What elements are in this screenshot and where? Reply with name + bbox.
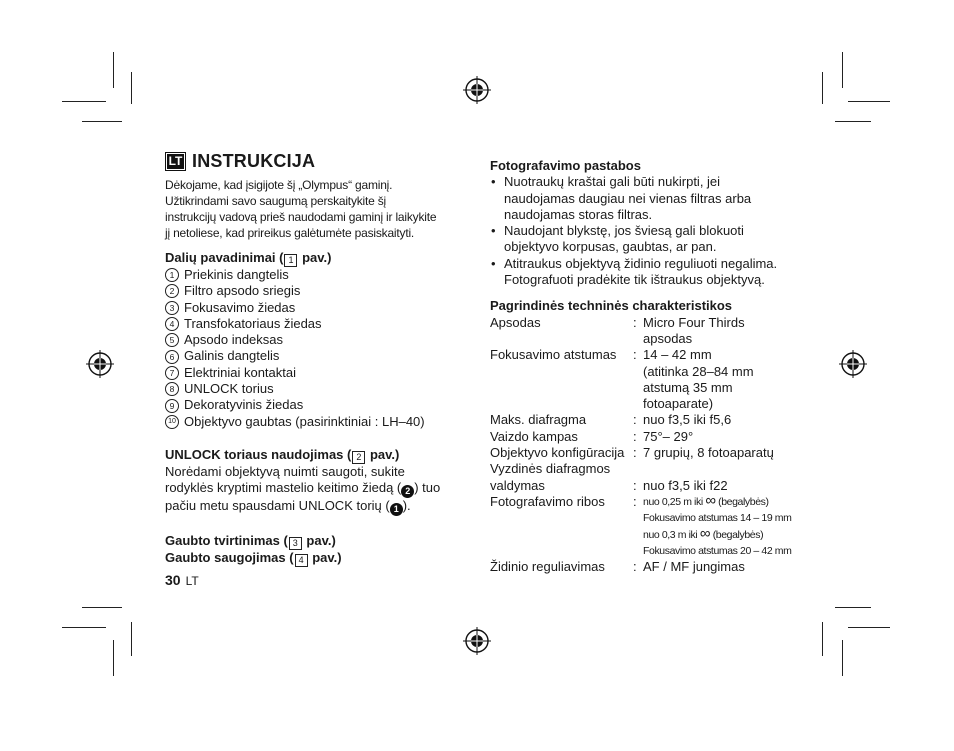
crop-mark [113, 640, 114, 676]
list-item: 1 Priekinis dangtelis [165, 267, 465, 283]
crop-mark [113, 52, 114, 88]
spec-row: Židinio reguliavimas : AF / MF jungimas [490, 559, 745, 575]
list-item: 3 Fokusavimo žiedas [165, 300, 465, 316]
spec-row: Maks. diafragma : nuo f3,5 iki f5,6 [490, 412, 732, 428]
figure-ref-box: 3 [289, 537, 302, 550]
registration-mark-icon [463, 627, 491, 655]
registration-mark-icon [463, 76, 491, 104]
list-item: 8 UNLOCK torius [165, 381, 465, 397]
spec-row: Objektyvo konfigūracija : 7 grupių, 8 fotoaparatų [490, 445, 774, 461]
registration-mark-icon [86, 350, 114, 378]
list-item: 7 Elektriniai kontaktai [165, 365, 465, 381]
list-item: 10 Objektyvo gaubtas (pasirinktiniai : LH–40) [165, 414, 465, 430]
crop-mark [131, 72, 132, 104]
intro-paragraph: Dėkojame, kad įsigijote šį „Olympus“ gaminį. Užtikrindami savo saugumą perskaitykite šį instrukcijų vadovą prieš naudodami gaminį ir laikykite jį netoliese, kad prireikus galėtumėte pasiskaityti. [165, 178, 437, 240]
list-item: 5 Apsodo indeksas [165, 332, 465, 348]
crop-mark [62, 627, 106, 628]
language-badge: LT [165, 152, 186, 171]
crop-mark [82, 607, 122, 608]
page-title: INSTRUKCIJA [192, 150, 316, 171]
unlock-paragraph: Norėdami objektyvą nuimti saugoti, sukite rodyklės kryptimi mastelio keitimo žiedą ( 2 ) tuo pačiu metu spausdami UNLOCK torių ( 1 ). [165, 463, 441, 515]
hood-store-heading: Gaubto saugojimas ( 4 pav.) [165, 550, 342, 566]
list-item: 6 Galinis dangtelis [165, 348, 465, 364]
list-item: 4 Transfokatoriaus žiedas [165, 316, 465, 332]
shooting-notes-list [490, 174, 800, 288]
crop-mark [82, 121, 122, 122]
spec-row: Fotografavimo ribos : nuo 0,25 m iki ∞ (begalybės) Fokusavimo atstumas 14 – 19 mm nuo 0,3 m iki ∞ (begalybės) Fokusavimo atstumas 20 – 42 mm [490, 491, 792, 557]
list-item: 9 Dekoratyvinis žiedas [165, 397, 465, 413]
crop-mark [842, 640, 843, 676]
registration-mark-icon [839, 350, 867, 378]
crop-mark [848, 627, 890, 628]
list-item: • Nuotraukų kraštai gali būti nukirpti, jei naudojamas daugiau nei vienas filtras arba naudojamas storas filtras. [490, 174, 800, 223]
crop-mark [842, 52, 843, 88]
right-column [490, 158, 800, 575]
callout-1-icon: 1 [390, 503, 403, 516]
crop-mark [822, 72, 823, 104]
shooting-notes-heading: Fotografavimo pastabos [490, 158, 641, 173]
specs-heading: Pagrindinės techninės charakteristikos [490, 298, 733, 314]
list-item: 2 Filtro apsodo sriegis [165, 283, 465, 299]
specs-table [490, 315, 800, 576]
left-column [165, 150, 465, 567]
infinity-icon: ∞ [699, 524, 711, 542]
spec-row: Vyzdinės diafragmos valdymas : nuo f3,5 iki f22 [490, 461, 728, 493]
spec-row: Vaizdo kampas : 75°– 29° [490, 428, 694, 444]
infinity-icon: ∞ [705, 491, 716, 509]
crop-mark [131, 622, 132, 656]
page-number: 30 LT [165, 572, 199, 588]
spec-row: Fokusavimo atstumas : 14 – 42 mm (atitinka 28–84 mm atstumą 35 mm fotoaparate) [490, 347, 754, 412]
unlock-heading: UNLOCK toriaus naudojimas ( 2 pav.) [165, 446, 400, 462]
list-item: • Atitraukus objektyvą židinio reguliuoti negalima. Fotografuoti pradėkite tik ištraukus objektyvą. [490, 256, 800, 289]
parts-heading: Dalių pavadinimai ( 1 pav.) [165, 250, 332, 265]
crop-mark [62, 101, 106, 102]
figure-ref-box: 1 [284, 254, 297, 267]
page-title-row [165, 150, 465, 172]
figure-ref-box: 4 [295, 554, 308, 567]
crop-mark [848, 101, 890, 102]
crop-mark [822, 622, 823, 656]
list-item: • Naudojant blykstę, jos šviesą gali blokuoti objektyvo korpusas, gaubtas, ar pan. [490, 223, 800, 256]
hood-attach-heading: Gaubto tvirtinimas ( 3 pav.) [165, 533, 336, 549]
parts-list [165, 267, 465, 430]
crop-mark [835, 121, 871, 122]
figure-ref-box: 2 [352, 451, 365, 464]
callout-2-icon: 2 [401, 485, 414, 498]
spec-row: Apsodas : Micro Four Thirds apsodas [490, 314, 745, 346]
crop-mark [835, 607, 871, 608]
